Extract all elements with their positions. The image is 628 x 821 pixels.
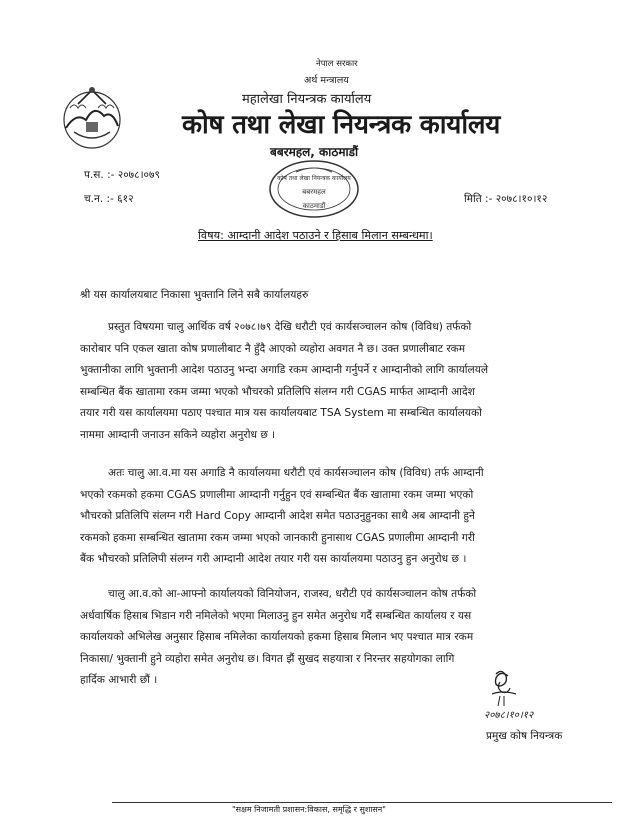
paragraph-line: रकमको हकमा सम्बन्धित खातामा रकम जम्मा भएको जानकारी हुनासाथ CGAS प्रणालीमा आम्दानी गरी (80, 531, 475, 544)
signatory-designation: प्रमुख कोष नियन्त्रक (486, 730, 563, 742)
paragraph-line: हार्दिक आभारी छौं । (80, 674, 158, 686)
government-emblem-icon (56, 82, 128, 154)
paragraph-line: नाममा आम्दानी जनाउन सकिने व्यहोरा अनुरोध छ । (80, 428, 276, 441)
paragraph-line: प्रस्तुत विषयमा चालु आर्थिक वर्ष २०७८।७९ देखि धरौटी एवं कार्यसञ्चालन कोष (विविध) तर्फको (108, 321, 472, 333)
signature-date: २०७८।१०।१२ (484, 710, 534, 721)
reference-chn: च.न. :- ६१२ (84, 193, 134, 205)
letter-date: मिति :- २०७८।१०।१२ (464, 193, 548, 205)
header-line1: नेपाल सरकार (316, 59, 358, 69)
footer-motto: "सक्षम निजामती प्रशासन:विकास, समृद्धि र सुशासन" (232, 805, 386, 814)
paragraph-line: अर्धवार्षिक हिसाब भिडान गरी नमिलेको भएमा मिलाउनु हुन समेत अनुरोध गर्दै सम्बन्धित कार्यालय र यस (80, 609, 472, 622)
letter-subject: विषय: आम्दानी आदेश पठाउने र हिसाब मिलान सम्बन्धमा। (198, 229, 433, 242)
paragraph-line: भएको रकमको हकमा CGAS प्रणालीमा आम्दानी गर्नुहुन एवं सम्बन्धित बैंक खातामा रकम जम्मा भएको (80, 488, 474, 501)
header-line3: महालेखा नियन्त्रक कार्यालय (242, 92, 372, 107)
seal-text-line2: बबरमहल (302, 188, 326, 196)
paragraph-line: भौचरको प्रतिलिपि संलग्न गरी Hard Copy आम्दानी आदेश समेत पठाउनुहुनका साथै अब आम्दानी हुने (80, 510, 475, 522)
paragraph-line: कार्यालयको अभिलेख अनुसार हिसाब नमिलेका कार्यालयको हकमा हिसाब मिलान भए पश्चात मात्र रकम (80, 631, 474, 643)
office-seal-stamp (266, 158, 362, 220)
seal-text-line3: काठमाडौं (302, 202, 326, 210)
letter-addressee: श्री यस कार्यालयबाट निकासा भुक्तानि लिने सबै कार्यालयहरु (80, 289, 309, 301)
footer-rule (112, 802, 612, 803)
paragraph-line: कारोबार पनि एकल खाता कोष प्रणालीबाट नै हुँदै आएको व्यहोरा अवगत नै छ। उक्त प्रणालीबाट रकम (80, 342, 466, 355)
paragraph-line: भुक्तानीका लागि भुक्तानी आदेश पठाउनु भन्दा अगाडि रकम आम्दानी गर्नुपर्ने र आम्दानीको लागि कार्यालयले (80, 364, 489, 376)
body-paragraph-2 (80, 463, 588, 571)
paragraph-line: तयार गरी यस कार्यालयमा पठाए पश्चात मात्र यस कार्यालयबाट TSA System मा सम्बन्धित कार्यालयको (80, 407, 482, 419)
paragraph-line: सम्बन्धित बैंक खातामा रकम जम्मा भएको भौचरको प्रतिलिपि संलग्न गरी CGAS मार्फत आम्दानी आदेश (80, 385, 475, 398)
handwritten-signature (470, 666, 570, 722)
office-location: बबरमहल, काठमाडौं (270, 145, 359, 159)
paragraph-line: चालु आ.व.को आ-आफ्नो कार्यालयको विनियोजन, राजस्व, धरौटी एवं कार्यसञ्चालन कोष तर्फको (108, 588, 477, 600)
seal-text-line1: कोष तथा लेखा नियन्त्रक कार्यालय (277, 175, 351, 182)
office-title: कोष तथा लेखा नियन्त्रक कार्यालय (182, 110, 501, 140)
paragraph-line: बैंक भौचरको प्रतिलिपी संलग्न गरी आम्दानी आदेश तयार गरी यस कार्यालयमा पठाउनु हुन अनुरोध छ । (80, 553, 467, 565)
body-paragraph-1 (80, 317, 588, 446)
paragraph-line: निकासा/ भुक्तानी हुने व्यहोरा समेत अनुरोध छ। विगत झैं सुखद सहयात्रा र निरन्तर सहयोगका लागि (80, 652, 455, 665)
paragraph-line: अतः चालु आ.व.मा यस अगाडि नै कार्यालयमा धरौटी एवं कार्यसञ्चालन कोष (विविध) तर्फ आम्दानी (108, 467, 484, 479)
header-line2: अर्थ मन्त्रालय (304, 75, 349, 86)
reference-ps: प.स. :- २०७८।०७९ (84, 169, 160, 181)
